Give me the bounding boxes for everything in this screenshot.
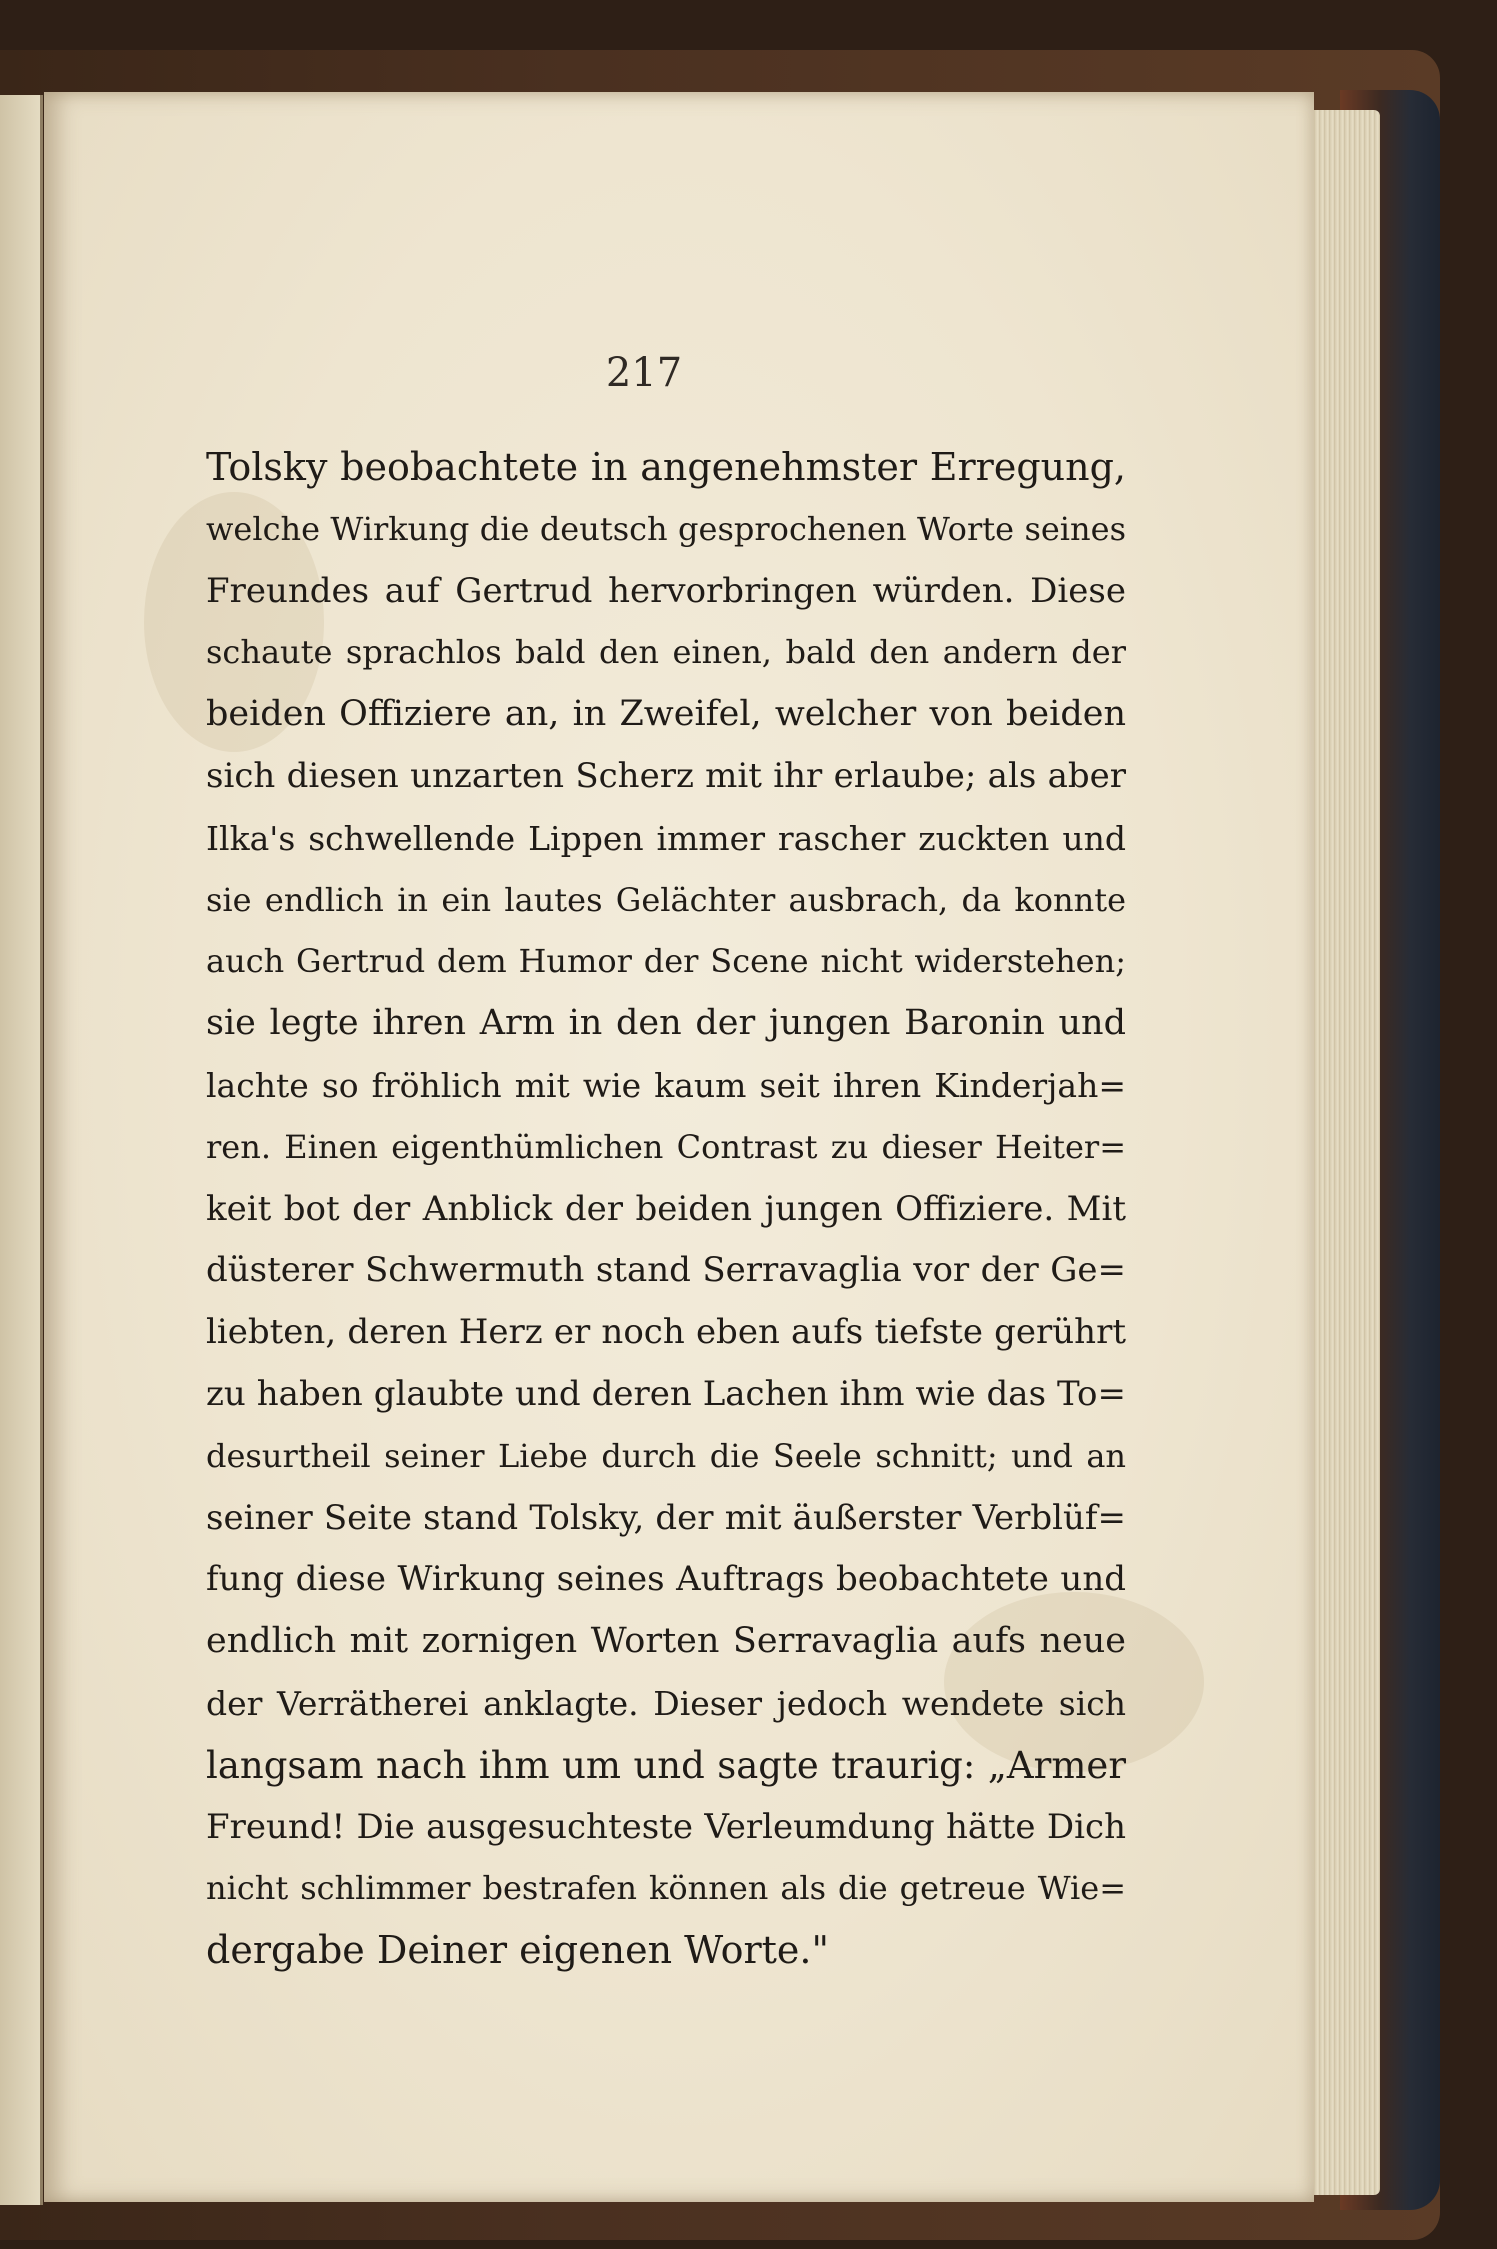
text-line: langsam nach ihm um und sagte traurig: „Armer bbox=[206, 1743, 1126, 1787]
text-line: Tolsky beobachtete in angenehmster Erregung, bbox=[206, 445, 1126, 489]
text-line: schaute sprachlos bald den einen, bald den andern der bbox=[206, 633, 1126, 672]
text-line: fung diese Wirkung seines Auftrags beobachtete und bbox=[206, 1559, 1126, 1600]
text-line: lachte so fröhlich mit wie kaum seit ihren Kinderjah= bbox=[206, 1065, 1126, 1105]
text-line: auch Gertrud dem Humor der Scene nicht widerstehen; bbox=[206, 942, 1126, 981]
text-line: sie endlich in ein lautes Gelächter ausbrach, da konnte bbox=[206, 880, 1126, 919]
text-line: sich diesen unzarten Scherz mit ihr erlaube; als aber bbox=[206, 755, 1126, 796]
text-line: endlich mit zornigen Worten Serravaglia aufs neue bbox=[206, 1621, 1126, 1662]
text-line: sie legte ihren Arm in den der jungen Baronin und bbox=[206, 1003, 1126, 1044]
page-number: 217 bbox=[605, 350, 683, 396]
book-page bbox=[44, 92, 1314, 2202]
previous-page-edge bbox=[0, 95, 43, 2205]
text-line: Freund! Die ausgesuchteste Verleumdung hätte Dich bbox=[206, 1806, 1126, 1847]
text-line: keit bot der Anblick der beiden jungen Offiziere. Mit bbox=[206, 1188, 1126, 1229]
text-line: der Verrätherei anklagte. Dieser jedoch wendete sich bbox=[206, 1683, 1126, 1723]
text-line: desurtheil seiner Liebe durch die Seele schnitt; und an bbox=[206, 1436, 1126, 1475]
text-line: düsterer Schwermuth stand Serravaglia vor der Ge= bbox=[206, 1250, 1126, 1291]
text-line: welche Wirkung die deutsch gesprochenen Worte seines bbox=[206, 509, 1126, 548]
text-line: Freundes auf Gertrud hervorbringen würden. Diese bbox=[206, 570, 1126, 611]
text-line: dergabe Deiner eigenen Worte." bbox=[206, 1928, 829, 1973]
text-line: beiden Offiziere an, in Zweifel, welcher von beiden bbox=[206, 694, 1126, 735]
text-line: seiner Seite stand Tolsky, der mit äußerster Verblüf= bbox=[206, 1497, 1126, 1538]
text-line: ren. Einen eigenthümlichen Contrast zu dieser Heiter= bbox=[206, 1127, 1126, 1166]
body-text bbox=[206, 437, 1126, 1982]
text-line: liebten, deren Herz er noch eben aufs tiefste gerührt bbox=[206, 1312, 1126, 1353]
text-line: Ilka's schwellende Lippen immer rascher zuckten und bbox=[206, 818, 1126, 858]
text-line: nicht schlimmer bestrafen können als die getreue Wie= bbox=[206, 1869, 1126, 1908]
text-line: zu haben glaubte und deren Lachen ihm wie das To= bbox=[206, 1373, 1126, 1414]
